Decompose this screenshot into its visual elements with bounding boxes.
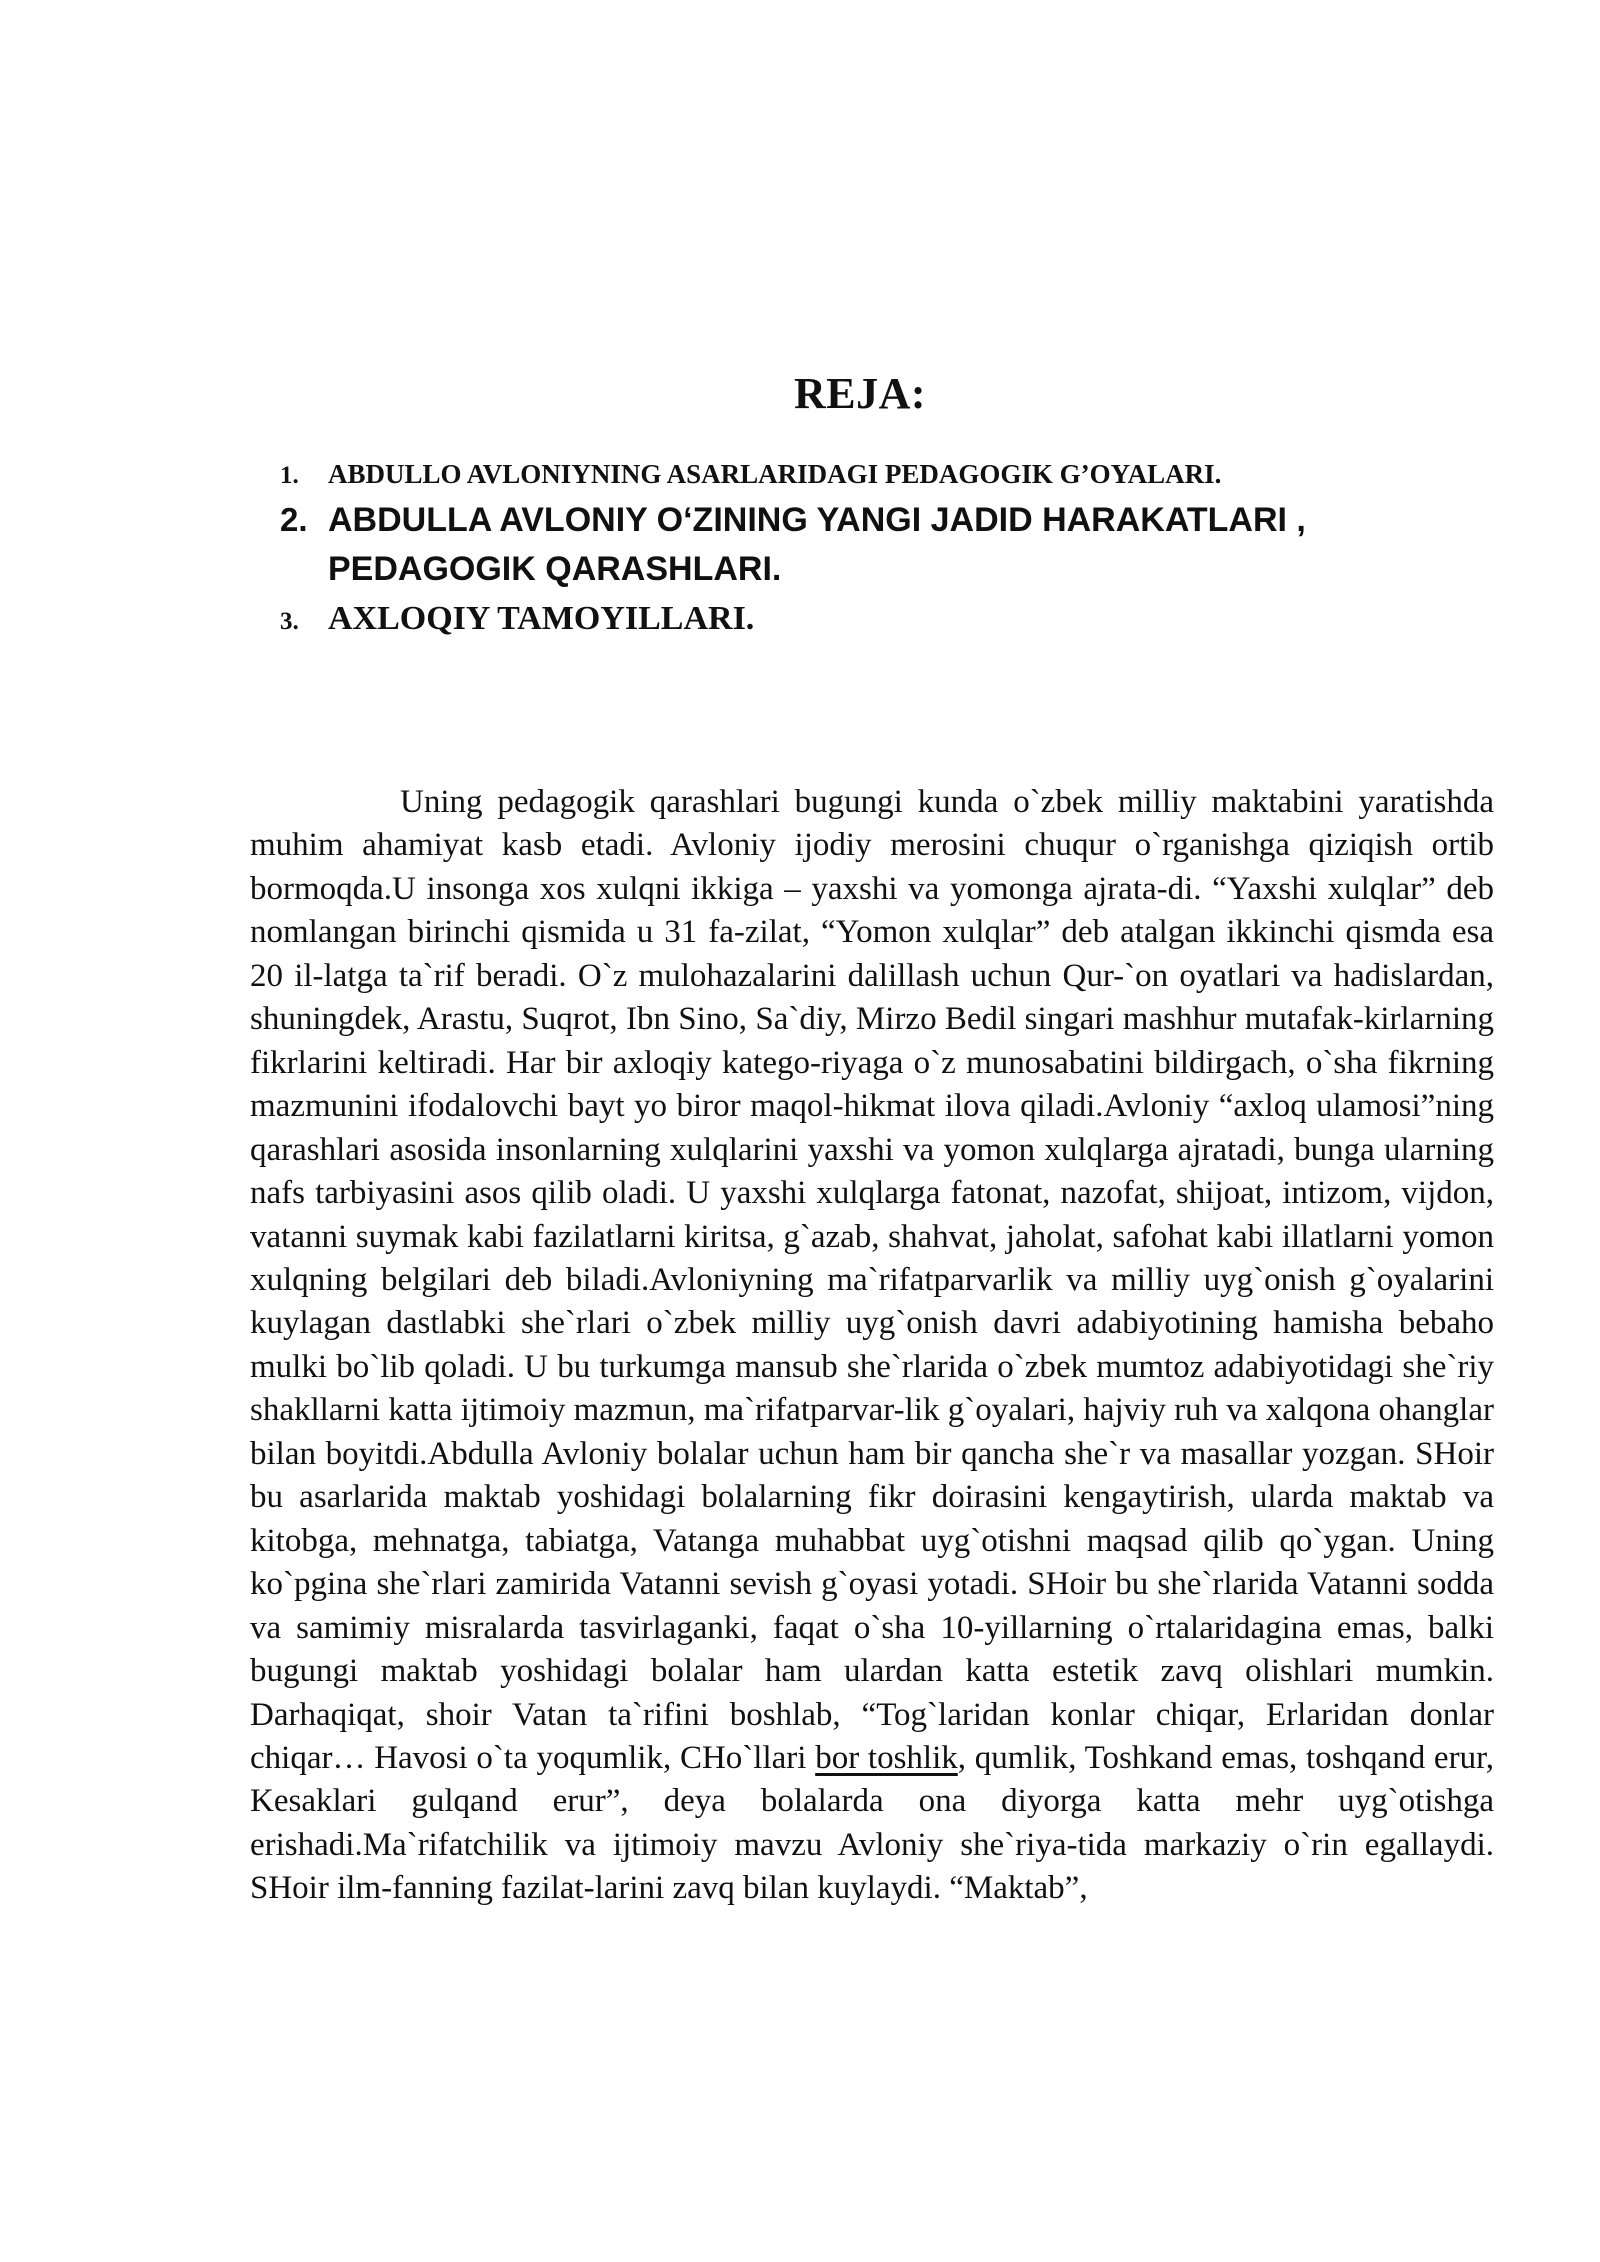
plan-item-text: ABDULLO AVLONIYNING ASARLARIDAGI PEDAGOGIK G’OYALARI. — [328, 459, 1222, 489]
paragraph-text-start: Uning pedagogik qarashlari bugungi kunda o`zbek milliy maktabini yaratishda muhim ahamiyat kasb etadi. Avloniy ijodiy merosini chuqur o`rganishga qiziqish ortib bormoqda.U insonga xos xulqni ikkiga – yaxshi va yomonga ajrata-di. “Yaxshi xulqlar” deb nomlangan birinchi qismida u 31 fa-zilat, “Yomon xulqlar” deb atalgan ikkinchi qismda esa 20 il-latga ta`rif beradi. O`z mulohazalarini dalillash uchun Qur-`on oyatlari va hadislardan, shuningdek, Arastu, Suqrot, Ibn Sino, Sa`diy, Mirzo Bedil singari mashhur mutafak-kirlarning fikrlarini keltiradi. Har bir axloqiy katego-riyaga o`z munosabatini bildirgach, o`sha fikrning mazmunini ifodalovchi bayt yo biror maqol-hikmat ilova qiladi.Avloniy “axloq ulamosi”ning qarashlari asosida insonlarning xulqlarini yaxshi va yomon xulqlarga ajratadi, bunga ularning nafs tarbiyasini asos qilib oladi. U yaxshi xulqlarga fatonat, nazofat, shijoat, intizom, vijdon, vatanni suymak kabi fazilatlarni kiritsa, g`azab, shahvat, jaholat, safohat kabi illatlarni yomon xulqning belgilari deb biladi.Avloniyning ma`rifatparvarlik va milliy uyg`onish g`oyalarini kuylagan dastlabki she`rlari o`zbek milliy uyg`onish davri adabiyotining hamisha bebaho mulki bo`lib qoladi. U bu turkumga mansub she`rlarida o`zbek mumtoz adabiyotidagi she`riy shakllarni katta ijtimoiy mazmun, ma`rifatparvar-lik g`oyalari, hajviy ruh va xalqona ohanglar bilan boyitdi.Abdulla Avloniy bolalar uchun ham bir qancha she`r va masallar yozgan. SHoir bu asarlarida maktab yoshidagi bolalarning fikr doirasini kengaytirish, ularda maktab va kitobga, mehnatga, tabiatga, Vatanga muhabbat uyg`otishni maqsad qilib qo`ygan. Uning ko`pgina she`rlari zamirida Vatanni sevish g`oyasi yotadi. SHoir bu she`rlarida Vatanni sodda va samimiy misralarda tasvirlaganki, faqat o`sha 10-yillarning o`rtalaridagina emas, balki bugungi maktab yoshidagi bolalar ham ulardan katta estetik zavq olishlari mumkin. Darhaqiqat, shoir Vatan ta`rifini boshlab, “Tog`laridan konlar chiqar, Erlaridan donlar chiqar… Havosi o`ta yoqumlik, CHo`llari — [250, 784, 1494, 1776]
plan-item-text: AXLOQIY TAMOYILLARI. — [328, 600, 755, 637]
plan-item-number: 1. — [280, 462, 299, 489]
page-title: REJA: — [793, 369, 927, 418]
underlined-phrase: bor toshlik — [815, 1739, 958, 1776]
body-paragraph — [250, 781, 1494, 1911]
plan-item-number: 3. — [280, 608, 299, 635]
plan-item-3 — [280, 596, 1500, 645]
plan-item-number: 2. — [280, 501, 308, 538]
plan-item-text: ABDULLA AVLONIY O‘ZINING YANGI JADID HARAKATLARI , PEDAGOGIK QARASHLARI. — [328, 501, 1306, 588]
paragraph-text-end: , qumlik, Toshkand emas, toshqand erur, Kesaklari gulqand erur”, deya bolalarda ona diyorga katta mehr uyg`otishga erishadi.Ma`rifatchilik va ijtimoiy mavzu Avloniy she`riya-tida markaziy o`rin egallaydi. SHoir ilm-fanning fazilat-larini zavq bilan kuylaydi. “Maktab”, — [250, 1739, 1494, 1907]
plan-list — [280, 456, 1500, 645]
plan-item-2 — [280, 495, 1500, 594]
plan-item-1 — [280, 456, 1500, 492]
